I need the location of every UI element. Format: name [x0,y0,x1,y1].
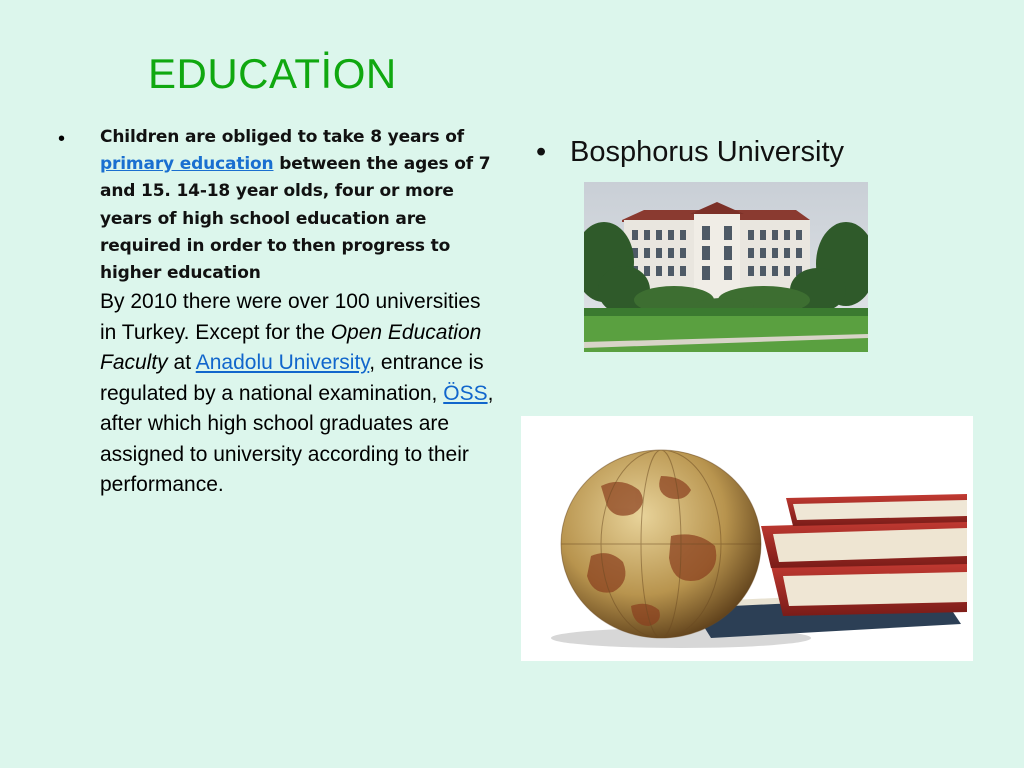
slide-title: EDUCATİON [148,50,397,97]
bold-text-part1: Children are obliged to take 8 years of [100,127,465,147]
left-bullet-body [100,124,498,501]
open-education-faculty-text: Open Education Faculty [100,320,482,375]
left-bullet [58,124,498,501]
bullet-glyph: • [536,136,547,168]
right-bullet [536,136,844,169]
left-text-column [58,124,498,501]
oss-link[interactable]: ÖSS [443,381,488,405]
anadolu-university-link[interactable]: Anadolu University [195,351,370,375]
bosphorus-university-photo [584,182,868,352]
regular-paragraph [100,287,498,501]
bold-text-part2: between the ages of 7 and 15. 14-18 year olds, four or more years of high school education are required in order to then progress to higher education [100,154,491,284]
bosphorus-university-label: Bosphorus University [570,136,844,168]
reg-text-part1: By 2010 there were over 100 universities in Turkey. Except for the [100,290,481,344]
primary-education-link[interactable]: primary education [100,154,274,175]
reg-text-part3: , entrance is regulated by a national examination, [100,351,484,405]
globe-books-illustration [521,416,973,661]
university-building-image [584,182,868,352]
reg-text-part4: , after which high school graduates are assigned to university according to their performance. [100,381,494,497]
bold-paragraph [100,124,498,287]
reg-text-part2: at [167,351,196,375]
globe-and-books-image [521,416,973,661]
bullet-glyph: • [58,128,66,150]
